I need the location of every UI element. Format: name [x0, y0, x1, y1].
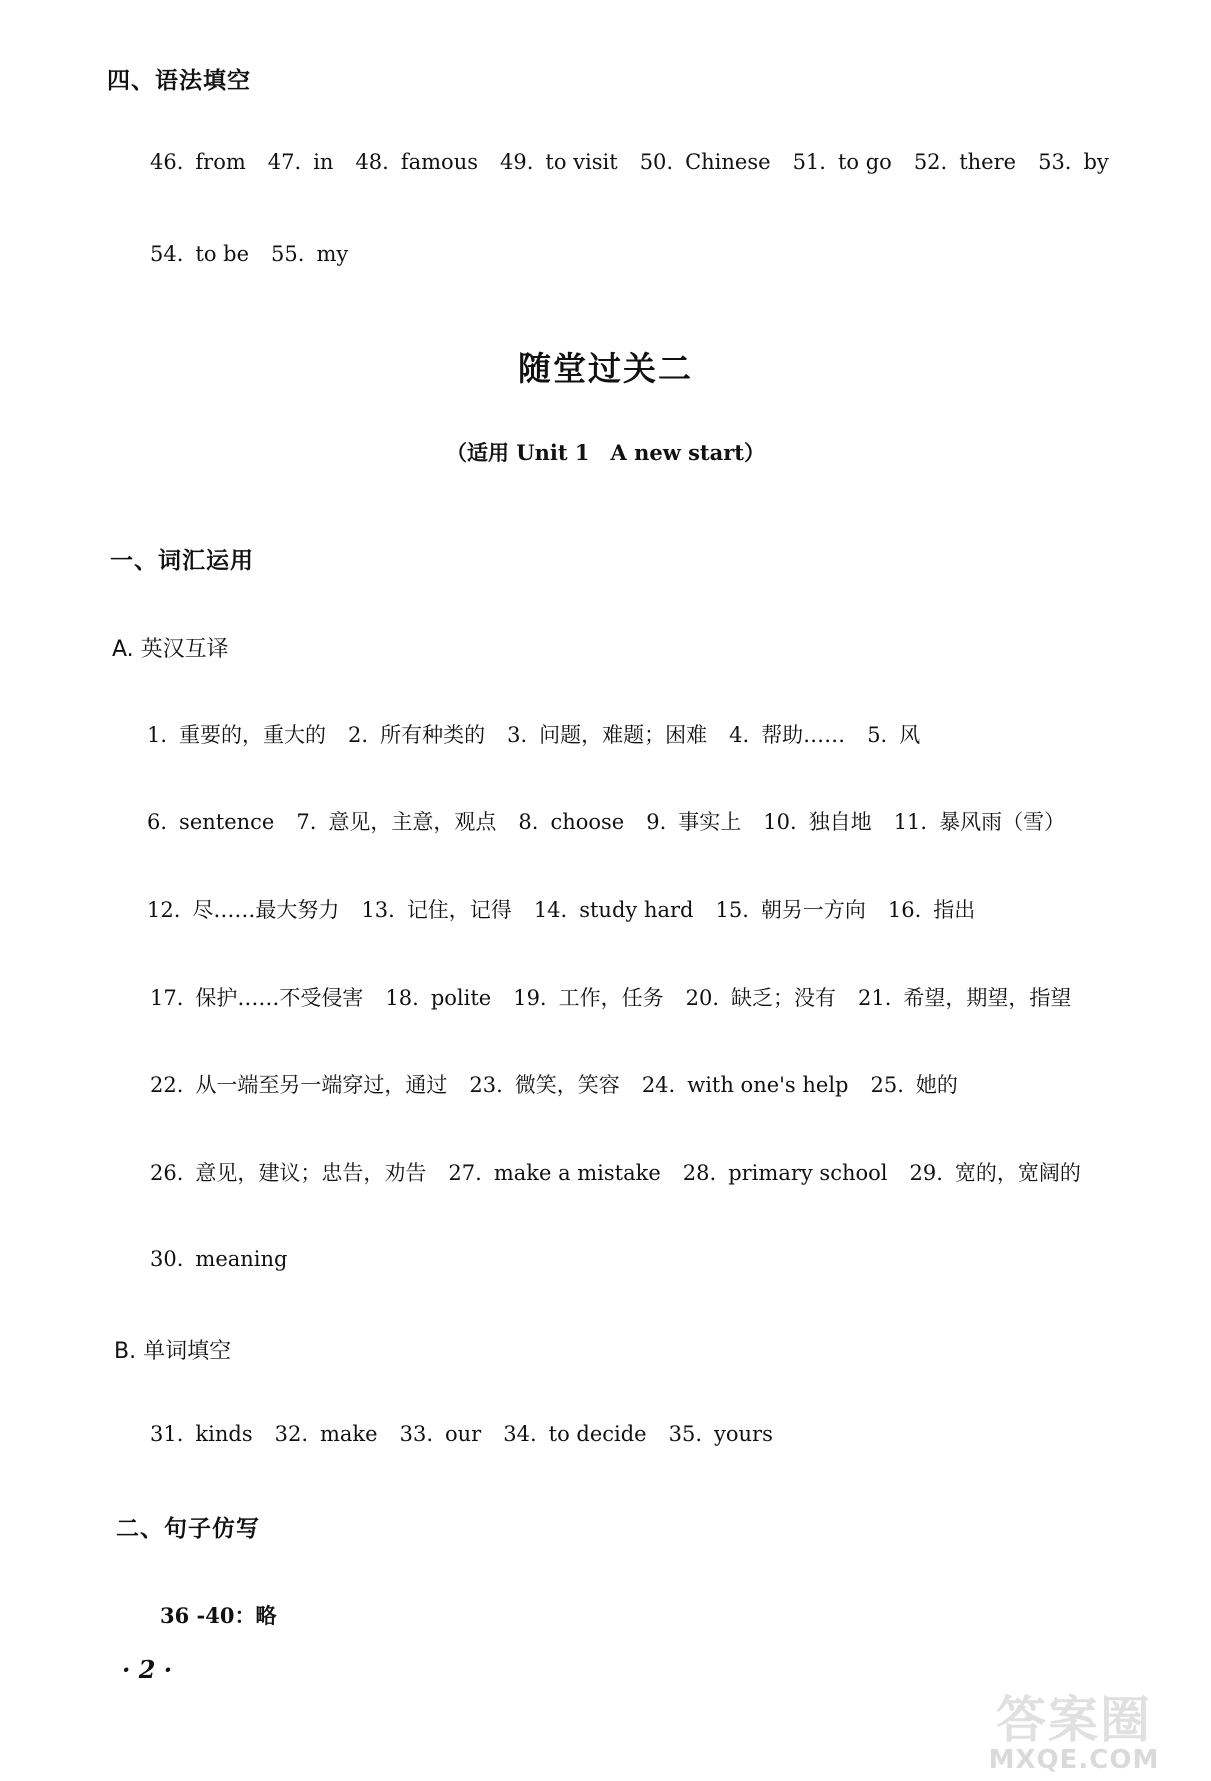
- answer-number: 54.: [150, 242, 184, 266]
- answer-text: 她的: [915, 1073, 958, 1097]
- answer-item: [646, 806, 741, 836]
- answer-item: [147, 810, 274, 834]
- answer-number: 53.: [1038, 150, 1072, 174]
- answer-text: 工作，任务: [558, 986, 664, 1010]
- answer-text: 独自地: [808, 810, 872, 834]
- answer-text: to visit: [545, 150, 618, 174]
- answer-text: 从一端至另一端穿过，通过: [195, 1073, 448, 1097]
- answer-number: 22.: [150, 1073, 184, 1097]
- watermark: [949, 1680, 1199, 1775]
- answer-number: 25.: [870, 1073, 904, 1097]
- answer-item: [448, 1161, 660, 1185]
- answer-number: 12.: [147, 898, 181, 922]
- part1-heading: 一、词汇运用: [110, 548, 254, 574]
- answer-item: [870, 1069, 957, 1099]
- answer-item: [686, 982, 836, 1012]
- part1-subA-heading: A. 英汉互译: [112, 637, 229, 662]
- answer-item: [147, 894, 339, 924]
- answer-item: [150, 1069, 447, 1099]
- answer-item: [1038, 150, 1109, 174]
- answer-item: [400, 1422, 482, 1446]
- answer-number: 6.: [147, 810, 168, 834]
- answer-number: 8.: [518, 810, 539, 834]
- answer-line: [150, 1069, 980, 1099]
- answer-item: [150, 242, 249, 266]
- answer-number: 50.: [639, 150, 674, 174]
- answer-item: [894, 806, 1065, 836]
- answer-line: [150, 150, 1131, 174]
- answer-number: 2.: [348, 723, 369, 747]
- answer-number: 34.: [503, 1422, 537, 1446]
- answer-line: [150, 982, 1093, 1012]
- answer-item: [683, 1161, 888, 1185]
- answer-item: [296, 806, 496, 836]
- answer-text: in: [313, 150, 334, 174]
- answer-number: 33.: [399, 1422, 433, 1446]
- answer-text: meaning: [195, 1247, 288, 1271]
- answer-item: [640, 150, 771, 174]
- answer-text: famous: [400, 150, 478, 174]
- answer-number: 24.: [641, 1073, 676, 1097]
- answer-number: 14.: [533, 898, 568, 922]
- answer-text: study hard: [579, 898, 694, 922]
- answer-line: [147, 719, 942, 749]
- answer-text: 朝另一方向: [760, 898, 866, 922]
- answer-text: make: [320, 1422, 378, 1446]
- answer-number: 35.: [668, 1422, 703, 1446]
- answer-text: 风: [899, 723, 921, 747]
- answer-text: choose: [550, 810, 625, 834]
- answer-number: 13.: [361, 898, 395, 922]
- answer-number: 26.: [150, 1161, 184, 1185]
- answer-number: 19.: [513, 986, 547, 1010]
- answer-item: [150, 1157, 426, 1187]
- answer-line: [150, 1247, 309, 1271]
- answer-text: 记住，记得: [406, 898, 512, 922]
- answer-line: [150, 242, 370, 266]
- answer-text: 暴风雨（雪）: [939, 810, 1066, 834]
- answer-item: [642, 1073, 849, 1097]
- page-title: 随堂过关二: [518, 349, 693, 388]
- answer-item: [867, 719, 920, 749]
- answer-line: [150, 1422, 795, 1446]
- answer-item: [150, 150, 246, 174]
- answer-item: [858, 982, 1071, 1012]
- answer-item: [268, 150, 334, 174]
- answer-item: [469, 1069, 619, 1099]
- answer-number: 30.: [150, 1247, 184, 1271]
- answer-item: [150, 982, 363, 1012]
- answer-item: [909, 1157, 1080, 1187]
- answer-text: 缺乏；没有: [731, 986, 837, 1010]
- answer-number: 5.: [867, 723, 888, 747]
- answer-item: [150, 1247, 287, 1271]
- watermark-url: MXQE.COM: [988, 1745, 1160, 1775]
- answer-item: [150, 1422, 253, 1446]
- answer-text: 意见，主意，观点: [328, 810, 497, 834]
- answer-item: [715, 894, 865, 924]
- answer-text: my: [316, 242, 349, 266]
- answer-item: [518, 810, 624, 834]
- page-number: · 2 ·: [122, 1655, 173, 1684]
- answer-number: 11.: [893, 810, 928, 834]
- answer-number: 3.: [507, 723, 528, 747]
- answer-item: [513, 982, 663, 1012]
- answer-text: by: [1083, 150, 1109, 174]
- page-subtitle: （适用 Unit 1 A new start）: [445, 440, 765, 465]
- answer-number: 21.: [858, 986, 892, 1010]
- answer-line: [147, 894, 997, 924]
- answer-item: [534, 898, 694, 922]
- section4-heading: 四、语法填空: [107, 68, 251, 94]
- answer-number: 7.: [296, 810, 317, 834]
- answer-text: to decide: [548, 1422, 647, 1446]
- answer-text: Chinese: [685, 150, 771, 174]
- answer-number: 46.: [150, 150, 184, 174]
- answer-number: 9.: [646, 810, 667, 834]
- answer-text: 保护……不受侵害: [195, 986, 364, 1010]
- answer-text: 指出: [933, 898, 976, 922]
- answer-number: 27.: [448, 1161, 482, 1185]
- answer-number: 31.: [150, 1422, 184, 1446]
- answer-item: [503, 1422, 646, 1446]
- answer-text: to be: [195, 242, 250, 266]
- answer-number: 15.: [715, 898, 749, 922]
- answer-item: [275, 1422, 378, 1446]
- answer-number: 16.: [887, 898, 922, 922]
- answer-text: from: [195, 150, 246, 174]
- answer-item: [729, 719, 845, 749]
- answer-text: 希望，期望，指望: [903, 986, 1072, 1010]
- answer-text: 所有种类的: [380, 723, 486, 747]
- answer-item: [669, 1422, 773, 1446]
- answer-number: 4.: [729, 723, 750, 747]
- answer-item: [914, 150, 1016, 174]
- answer-number: 48.: [355, 150, 389, 174]
- answer-item: [507, 719, 707, 749]
- answer-text: primary school: [728, 1161, 888, 1185]
- answer-text: our: [445, 1422, 482, 1446]
- answer-text: make a mistake: [493, 1161, 661, 1185]
- part2-answer: 36 -40：略: [160, 1603, 277, 1628]
- answer-item: [793, 150, 892, 174]
- answer-text: with one's help: [687, 1073, 849, 1097]
- answer-text: 帮助……: [761, 723, 846, 747]
- answer-item: [361, 894, 511, 924]
- answer-item: [888, 894, 975, 924]
- answer-number: 20.: [685, 986, 720, 1010]
- answer-text: 尽……最大努力: [192, 898, 340, 922]
- answer-text: 重要的，重大的: [179, 723, 327, 747]
- answer-number: 28.: [682, 1161, 717, 1185]
- answer-number: 49.: [500, 150, 534, 174]
- answer-item: [147, 719, 326, 749]
- answer-text: polite: [430, 986, 492, 1010]
- answer-number: 32.: [274, 1422, 308, 1446]
- answer-item: [763, 806, 871, 836]
- answer-number: 29.: [909, 1161, 943, 1185]
- answer-text: 问题，难题；困难: [539, 723, 708, 747]
- part1-subB-heading: B. 单词填空: [114, 1339, 232, 1364]
- answer-number: 17.: [150, 986, 184, 1010]
- answer-number: 51.: [792, 150, 826, 174]
- answer-number: 23.: [469, 1073, 503, 1097]
- answer-item: [355, 150, 478, 174]
- answer-text: yours: [714, 1422, 773, 1446]
- answer-number: 10.: [763, 810, 797, 834]
- answer-number: 18.: [385, 986, 419, 1010]
- answer-number: 52.: [913, 150, 948, 174]
- answer-text: 宽的，宽阔的: [954, 1161, 1081, 1185]
- answer-text: 事实上: [678, 810, 742, 834]
- answer-item: [271, 242, 348, 266]
- answer-number: 55.: [271, 242, 305, 266]
- answer-line: [147, 806, 1087, 836]
- part2-heading: 二、句子仿写: [116, 1516, 260, 1542]
- answer-line: [150, 1157, 1103, 1187]
- answer-item: [500, 150, 618, 174]
- answer-text: to go: [837, 150, 892, 174]
- answer-item: [385, 986, 491, 1010]
- answer-text: 微笑，笑容: [514, 1073, 620, 1097]
- watermark-logo-text: 答案圈: [996, 1691, 1152, 1749]
- answer-text: 意见，建议；忠告，劝告: [195, 1161, 427, 1185]
- answer-text: sentence: [179, 810, 275, 834]
- answer-number: 1.: [147, 723, 168, 747]
- answer-text: there: [959, 150, 1017, 174]
- answer-text: kinds: [195, 1422, 253, 1446]
- answer-item: [348, 719, 485, 749]
- answer-number: 47.: [267, 150, 302, 174]
